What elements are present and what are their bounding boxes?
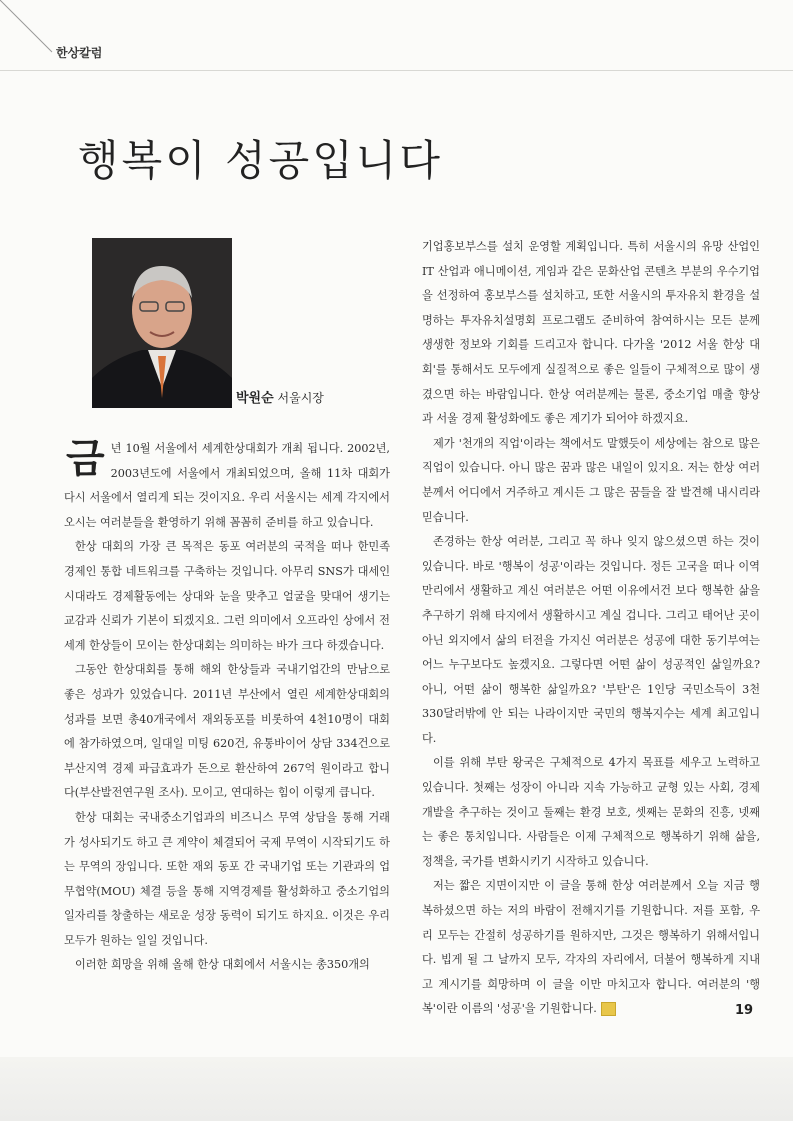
header-divider (0, 70, 793, 71)
author-photo (92, 238, 232, 408)
page-bottom-edge (0, 1057, 793, 1121)
drop-cap: 금 (66, 435, 105, 482)
author-byline (236, 387, 324, 406)
article-right-column (422, 235, 760, 1022)
article-paragraph: 존경하는 한상 여러분, 그리고 꼭 하나 잊지 않으셨으면 하는 것이 있습니다. 바로 '행복이 성공'이라는 것입니다. 정든 고국을 떠나 이역만리에서 생활하고 계신 여러분은 어떤 이유에서건 보다 행복한 삶을 추구하기 위해 타지에서 생활하시고 계실 겁니다. 그리고 태어난 곳이 아닌 외지에서 삶의 터전을 가지신 여러분은 성공에 대한 동기부여는 어느 누구보다도 높겠지요. 그렇다면 어떤 삶이 성공적인 삶일까요? 아니, 어떤 삶이 행복한 삶일까요? '부탄'은 1인당 국민소득이 3천330달러밖에 안 되는 나라이지만 국민의 행복지수는 세계 최고입니다. (422, 535, 760, 745)
page-number: 19 (735, 1003, 754, 1018)
author-name: 박원순 (236, 391, 274, 406)
end-of-article-mark-icon (601, 1002, 616, 1016)
corner-line-decoration (0, 0, 60, 60)
article-paragraph: 기업홍보부스를 설치 운영할 계획입니다. 특히 서울시의 유망 산업인 IT 산업과 애니메이션, 게임과 같은 문화산업 콘텐츠 부분의 우수기업을 선정하여 홍보부스를 설치하고, 또한 서울시의 투자유치 환경을 설명하는 투자유치설명회 프로그램도 준비하여 참여하시는 모든 분께 생생한 정보와 기회를 드리고자 합니다. 다가올 '2012 서울 한상 대회'를 통해서도 모두에게 실질적으로 좋은 일들이 구체적으로 많이 생겼으면 하는 바람입니다. 한상 여러분께는 물론, 중소기업 매출 향상과 서울 경제 활성화에도 좋은 계기가 되어야 하겠지요. (422, 240, 760, 426)
article-paragraph: 그동안 한상대회를 통해 해외 한상들과 국내기업간의 만남으로 좋은 성과가 있었습니다. 2011년 부산에서 열린 세계한상대회의 성과를 보면 총40개국에서 재외동포를 비롯하여 4천10명이 대회에 참가하였으며, 일대일 미팅 620건, 유통바이어 상담 334건으로 부산지역 경제 파급효과가 돈으로 환산하여 267억 원이라고 합니다(부산발전연구원 조사). 모이고, 연대하는 힘이 이렇게 큽니다. (64, 663, 390, 800)
article-paragraph: 한상 대회는 국내중소기업과의 비즈니스 무역 상담을 통해 거래가 성사되기도 하고 큰 계약이 체결되어 국제 무역이 시작되기도 하는 무역의 장입니다. 또한 재외 동포 간 국내기업 또는 기관과의 업무협약(MOU) 체결 등을 통해 지역경제를 활성화하고 중소기업의 일자리를 창출하는 새로운 성장 동력이 되기도 하지요. 이것은 우리 모두가 원하는 일일 것입니다. (64, 810, 390, 947)
article-paragraph: 이러한 희망을 위해 올해 한상 대회에서 서울시는 총350개의 (75, 958, 370, 972)
article-paragraph (422, 874, 760, 1022)
article-paragraph: 이를 위해 부탄 왕국은 구체적으로 4가지 목표를 세우고 노력하고 있습니다. 첫째는 성장이 아니라 지속 가능하고 균형 있는 사회, 경제 개발을 추구하는 것이고 둘째는 환경 보호, 셋째는 문화의 진흥, 넷째는 좋은 통치입니다. 사람들은 이제 구체적으로 행복하기 위해 삶을, 정책을, 국가를 변화시키기 시작하고 있습니다. (422, 756, 760, 868)
section-label: 한상칼럼 (56, 46, 103, 60)
article-paragraph: 제가 '천개의 직업'이라는 책에서도 말했듯이 세상에는 참으로 많은 직업이 있습니다. 아니 많은 꿈과 많은 내일이 있지요. 저는 한상 여러분께서 어디에서 거주하고 계시든 그 많은 꿈들을 잘 발견해 내시리라 믿습니다. (422, 436, 760, 524)
article-left-column (64, 437, 390, 978)
paragraph-text: 저는 짧은 지면이지만 이 글을 통해 한상 여러분께서 오늘 지금 행복하셨으면 하는 저의 바람이 전해지기를 기원합니다. 저를 포함, 우리 모두는 간절히 성공하기를 원하지만, 그것은 행복하기 위해서입니다. 빕게 될 그 날까지 모두, 각자의 자리에서, 더불어 행복하게 지내고 계시기를 희망하며 이 글을 이만 마치고자 합니다. 여러분의 '행복'이란 이름의 '성공'을 기원합니다. (422, 879, 760, 1016)
paragraph-text: 년 10월 서울에서 세계한상대회가 개최 됩니다. 2002년, 2003년도에 서울에서 개최되었으며, 올해 11차 대회가 다시 서울에서 열리게 되는 것이지요. 우리 서울시는 세계 각지에서 오시는 여러분들을 환영하기 위해 꼼꼼히 준비를 하고 있습니다. (64, 442, 390, 529)
article-paragraph (64, 437, 390, 535)
article-paragraph: 한상 대회의 가장 큰 목적은 동포 여러분의 국적을 떠나 한민족 경제인 통합 네트워크를 구축하는 것입니다. 아무리 SNS가 대세인 시대라도 경제활동에는 상대와 눈을 맞추고 얼굴을 맞대어 생기는 교감과 신뢰가 기본이 되겠지요. 그런 의미에서 오프라인 상에서 전 세계 한상들이 모이는 한상대회는 의미하는 바가 크다 하겠습니다. (64, 540, 390, 652)
page-title: 행복이 성공입니다 (78, 136, 443, 185)
author-role: 서울시장 (277, 391, 324, 405)
